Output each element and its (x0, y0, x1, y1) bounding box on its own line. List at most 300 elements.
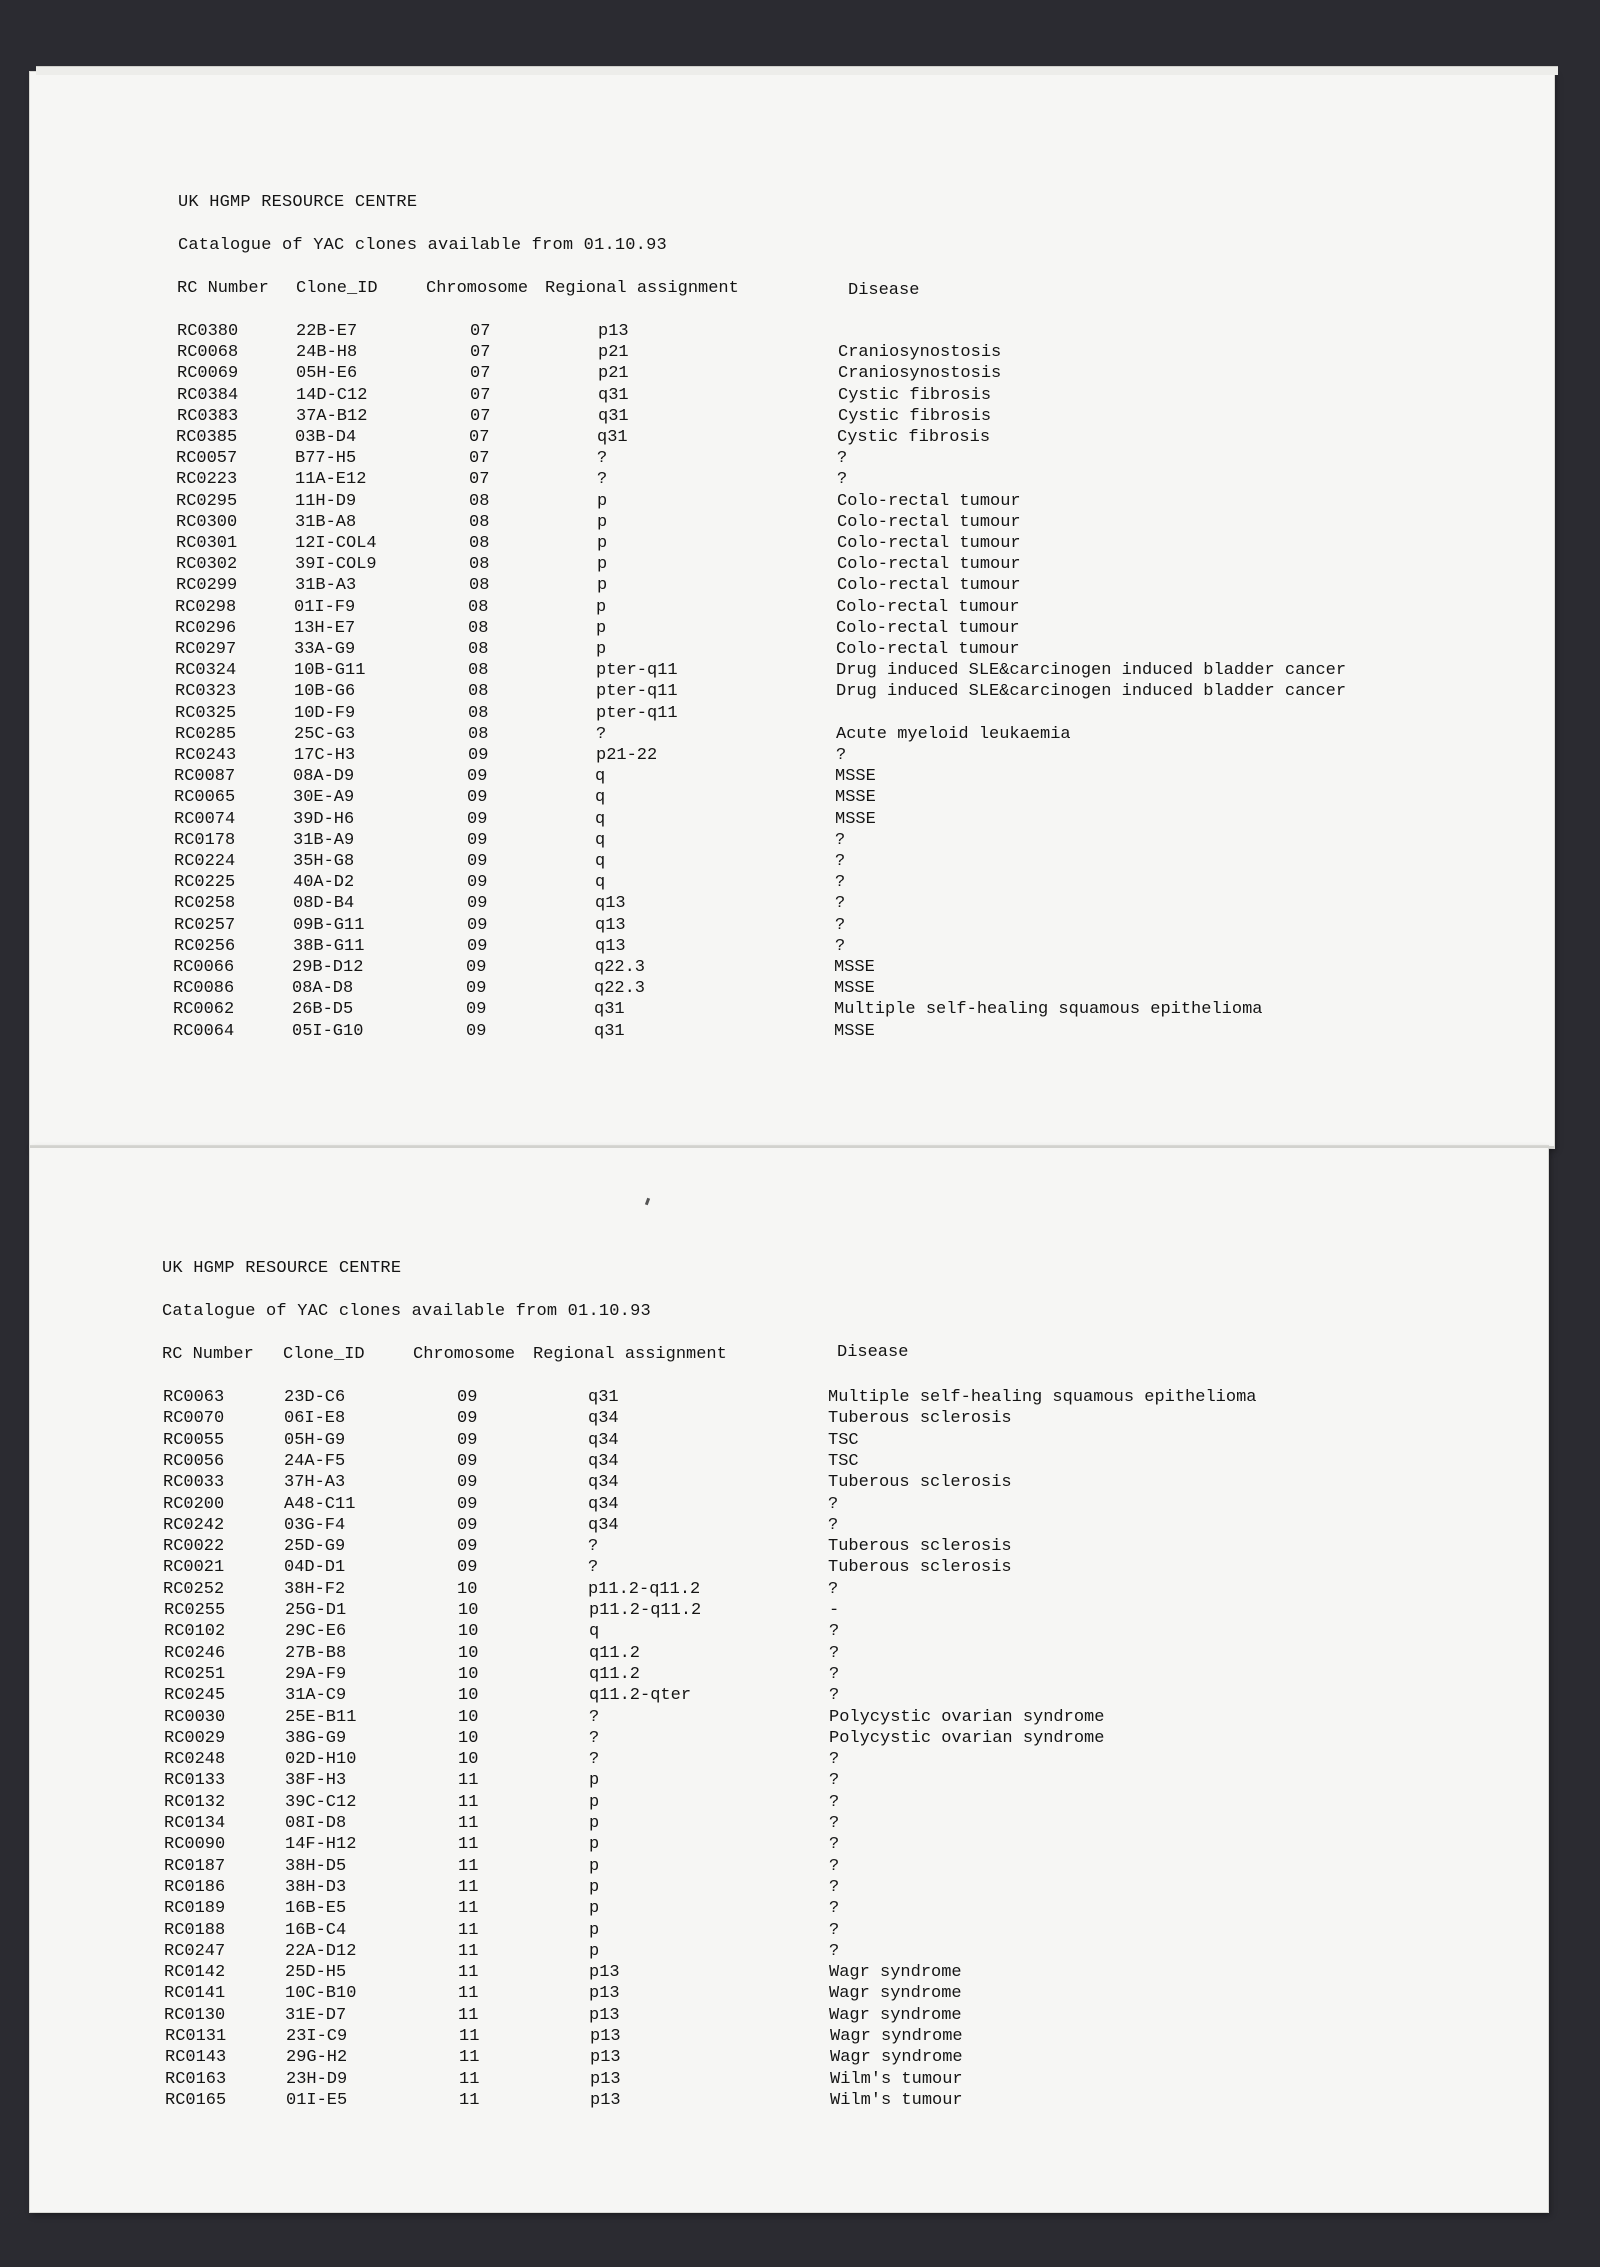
cell-chromosome: 08 (468, 661, 489, 681)
cell-clone-id: 22A-D12 (285, 1941, 357, 1961)
cell-chromosome: 08 (468, 682, 489, 702)
cell-disease: ? (835, 915, 846, 935)
cell-disease: ? (829, 1920, 840, 1940)
cell-regional-assignment: q13 (595, 915, 626, 935)
cell-disease: TSC (828, 1451, 859, 1471)
cell-rc-number: RC0248 (164, 1750, 226, 1770)
cell-clone-id: 09B-G11 (293, 915, 365, 935)
cell-clone-id: 31B-A3 (295, 576, 357, 596)
cell-disease: Wagr syndrome (829, 2005, 962, 2025)
cell-chromosome: 11 (458, 1963, 479, 1983)
table-row (0, 1452, 1400, 1473)
cell-clone-id: 31B-A8 (295, 512, 357, 532)
page2-catalogue-title: Catalogue of YAC clones available from 01.10.93 (162, 1302, 651, 1321)
cell-regional-assignment: ? (589, 1750, 600, 1770)
cell-chromosome: 09 (457, 1515, 478, 1535)
cell-regional-assignment: p (589, 1899, 600, 1919)
cell-clone-id: 30E-A9 (293, 788, 355, 808)
cell-regional-assignment: p13 (590, 2069, 621, 2089)
cell-clone-id: 37A-B12 (296, 406, 368, 426)
table-row (1, 1601, 1401, 1622)
cell-rc-number: RC0086 (173, 979, 235, 999)
cell-regional-assignment: ? (596, 724, 607, 744)
cell-disease: ? (829, 1856, 840, 1876)
cell-disease: Colo-rectal tumour (836, 640, 1020, 659)
cell-rc-number: RC0225 (174, 873, 236, 893)
cell-rc-number: RC0301 (176, 534, 238, 553)
cell-disease: MSSE (835, 788, 876, 808)
cell-chromosome: 08 (468, 618, 489, 638)
cell-clone-id: 01I-E5 (286, 2090, 348, 2110)
cell-disease: Multiple self-healing squamous epithelioma (828, 1388, 1257, 1407)
table-row (0, 555, 1399, 576)
cell-rc-number: RC0298 (175, 597, 237, 617)
cell-rc-number: RC0163 (165, 2069, 227, 2089)
cell-disease: Colo-rectal tumour (837, 491, 1021, 511)
cell-regional-assignment: p (597, 555, 608, 575)
cell-regional-assignment: p (596, 640, 607, 659)
table-row (0, 767, 1397, 788)
cell-chromosome: 11 (458, 1856, 479, 1876)
cell-chromosome: 09 (457, 1430, 478, 1450)
cell-regional-assignment: q31 (594, 1000, 625, 1020)
cell-clone-id: 10B-G6 (294, 682, 356, 702)
cell-disease: Craniosynostosis (838, 364, 1002, 384)
cell-chromosome: 11 (458, 2005, 479, 2025)
cell-regional-assignment: p (596, 618, 607, 638)
table-row (1, 1793, 1401, 1814)
cell-clone-id: 05H-E6 (296, 364, 358, 384)
cell-chromosome: 07 (470, 343, 491, 363)
cell-chromosome: 09 (467, 915, 488, 935)
cell-disease: ? (835, 936, 846, 956)
cell-disease: Colo-rectal tumour (837, 534, 1021, 553)
cell-rc-number: RC0030 (164, 1707, 226, 1727)
cell-chromosome: 11 (459, 2027, 480, 2046)
cell-rc-number: RC0256 (174, 936, 236, 956)
cell-regional-assignment: q31 (588, 1388, 619, 1407)
page2-header: UK HGMP RESOURCE CENTRE (162, 1259, 402, 1278)
table-row (0, 598, 1398, 619)
cell-clone-id: 29C-E6 (285, 1622, 347, 1642)
table-row (0, 661, 1398, 682)
page1-catalogue-title: Catalogue of YAC clones available from 01.10.93 (178, 236, 667, 255)
table-row (2, 2027, 1402, 2048)
table-row (0, 576, 1399, 597)
cell-clone-id: 05H-G9 (284, 1430, 346, 1450)
cell-disease: ? (829, 1814, 840, 1833)
table-row (0, 725, 1398, 746)
cell-chromosome: 09 (467, 830, 488, 850)
cell-regional-assignment: q (595, 830, 606, 850)
cell-rc-number: RC0021 (163, 1558, 225, 1578)
table-row (0, 788, 1397, 809)
cell-rc-number: RC0385 (176, 428, 238, 447)
cell-chromosome: 10 (458, 1643, 479, 1663)
cell-regional-assignment: q34 (588, 1409, 619, 1429)
table-row (1, 1665, 1401, 1686)
cell-regional-assignment: q11.2-qter (589, 1686, 692, 1706)
cell-regional-assignment: p (596, 597, 607, 617)
cell-clone-id: 08A-D8 (292, 979, 354, 999)
cell-clone-id: 38H-D3 (285, 1877, 347, 1897)
cell-clone-id: 10C-B10 (285, 1984, 357, 2004)
cell-rc-number: RC0246 (164, 1643, 226, 1663)
page2-col-disease: Disease (837, 1343, 909, 1362)
cell-clone-id: 29A-F9 (285, 1664, 347, 1684)
cell-chromosome: 09 (457, 1558, 478, 1578)
cell-rc-number: RC0130 (164, 2005, 226, 2025)
cell-clone-id: 22B-E7 (296, 322, 358, 341)
page1-header: UK HGMP RESOURCE CENTRE (178, 193, 418, 212)
table-row (0, 1431, 1400, 1452)
cell-clone-id: 10B-G11 (294, 661, 366, 681)
cell-chromosome: 08 (468, 597, 489, 617)
cell-rc-number: RC0187 (164, 1856, 226, 1876)
table-row (0, 831, 1397, 852)
table-row (0, 1580, 1400, 1601)
cell-clone-id: A48-C11 (284, 1494, 356, 1514)
cell-disease: Polycystic ovarian syndrome (829, 1707, 1105, 1727)
cell-rc-number: RC0189 (164, 1899, 226, 1919)
table-row (2, 2091, 1402, 2112)
cell-regional-assignment: p13 (589, 2005, 620, 2025)
cell-clone-id: 23H-D9 (286, 2069, 348, 2089)
cell-disease: ? (828, 1494, 839, 1514)
cell-chromosome: 07 (469, 428, 490, 447)
cell-regional-assignment: p (589, 1941, 600, 1961)
cell-clone-id: 37H-A3 (284, 1473, 346, 1493)
cell-rc-number: RC0302 (176, 555, 238, 575)
cell-clone-id: 01I-F9 (294, 597, 356, 617)
cell-clone-id: 38H-F2 (284, 1579, 346, 1599)
cell-regional-assignment: q (595, 809, 606, 829)
table-row (0, 407, 1400, 428)
cell-chromosome: 10 (458, 1664, 479, 1684)
cell-chromosome: 09 (457, 1473, 478, 1493)
table-row (0, 1473, 1400, 1494)
cell-disease: Wilm's tumour (830, 2090, 963, 2110)
table-row (1, 1942, 1401, 1963)
cell-chromosome: 08 (468, 703, 489, 723)
table-row (0, 1558, 1400, 1579)
cell-rc-number: RC0070 (163, 1409, 225, 1429)
cell-rc-number: RC0142 (164, 1963, 226, 1983)
cell-clone-id: 26B-D5 (292, 1000, 354, 1020)
cell-rc-number: RC0057 (176, 449, 238, 469)
cell-disease: Wagr syndrome (829, 1963, 962, 1983)
cell-clone-id: 14F-H12 (285, 1835, 357, 1855)
table-row (0, 810, 1397, 831)
cell-disease: ? (829, 1643, 840, 1663)
cell-rc-number: RC0143 (165, 2048, 227, 2068)
cell-disease: Tuberous sclerosis (828, 1558, 1012, 1578)
cell-disease: Tuberous sclerosis (828, 1537, 1012, 1557)
table-row (2, 2048, 1402, 2069)
cell-disease: ? (829, 1835, 840, 1855)
cell-clone-id: 06I-E8 (284, 1409, 346, 1429)
cell-clone-id: 12I-COL4 (295, 534, 377, 553)
table-row (1, 2006, 1401, 2027)
cell-chromosome: 11 (458, 1835, 479, 1855)
cell-chromosome: 08 (469, 576, 490, 596)
cell-disease: Wagr syndrome (829, 1984, 962, 2004)
cell-chromosome: 09 (466, 1000, 487, 1020)
table-row (0, 449, 1399, 470)
table-row (0, 1495, 1400, 1516)
cell-rc-number: RC0068 (177, 343, 239, 363)
cell-rc-number: RC0383 (177, 406, 239, 426)
cell-clone-id: 08I-D8 (285, 1814, 347, 1833)
cell-disease: ? (835, 894, 846, 914)
page2-col-clone-id: Clone_ID (283, 1345, 365, 1364)
cell-clone-id: 38F-H3 (285, 1771, 347, 1791)
cell-disease: ? (828, 1579, 839, 1599)
table-row (0, 322, 1400, 343)
cell-regional-assignment: q31 (594, 1021, 625, 1041)
cell-regional-assignment: p (597, 512, 608, 532)
cell-regional-assignment: p21 (598, 343, 629, 363)
cell-regional-assignment: p (589, 1792, 600, 1812)
cell-chromosome: 08 (469, 512, 490, 532)
cell-regional-assignment: pter-q11 (596, 703, 678, 723)
cell-regional-assignment: q34 (588, 1451, 619, 1471)
cell-clone-id: 14D-C12 (296, 385, 368, 405)
page-fold (30, 1146, 1554, 1148)
cell-rc-number: RC0224 (174, 852, 236, 871)
cell-rc-number: RC0131 (165, 2027, 227, 2046)
cell-rc-number: RC0132 (164, 1792, 226, 1812)
table-row (0, 1022, 1396, 1043)
cell-rc-number: RC0243 (175, 746, 237, 765)
cell-disease: ? (829, 1686, 840, 1706)
cell-disease: MSSE (834, 979, 875, 999)
cell-clone-id: 05I-G10 (292, 1021, 364, 1041)
cell-clone-id: 39D-H6 (293, 809, 355, 829)
cell-rc-number: RC0029 (164, 1728, 226, 1748)
cell-chromosome: 08 (468, 724, 489, 744)
cell-clone-id: 11A-E12 (295, 470, 367, 490)
cell-disease: Colo-rectal tumour (836, 597, 1020, 617)
cell-chromosome: 09 (467, 767, 488, 787)
cell-rc-number: RC0242 (163, 1515, 225, 1535)
cell-clone-id: 38B-G11 (293, 936, 365, 956)
cell-disease: Cystic fibrosis (837, 428, 991, 447)
cell-regional-assignment: q22.3 (594, 979, 646, 999)
cell-disease: ? (829, 1622, 840, 1642)
cell-rc-number: RC0257 (174, 915, 236, 935)
cell-disease: Colo-rectal tumour (837, 555, 1021, 575)
cell-disease: ? (835, 852, 846, 871)
cell-regional-assignment: q34 (588, 1494, 619, 1514)
cell-disease: Wagr syndrome (830, 2027, 963, 2046)
page2-col-regional-assignment: Regional assignment (533, 1345, 727, 1364)
cell-regional-assignment: q34 (588, 1473, 619, 1493)
table-row (0, 492, 1399, 513)
cell-regional-assignment: q31 (597, 428, 628, 447)
cell-clone-id: 04D-D1 (284, 1558, 346, 1578)
cell-disease: ? (837, 470, 848, 490)
cell-chromosome: 07 (470, 406, 491, 426)
cell-chromosome: 09 (457, 1409, 478, 1429)
cell-rc-number: RC0064 (173, 1021, 235, 1041)
cell-clone-id: 13H-E7 (294, 618, 356, 638)
cell-rc-number: RC0245 (164, 1686, 226, 1706)
cell-chromosome: 08 (469, 534, 490, 553)
cell-clone-id: 31E-D7 (285, 2005, 347, 2025)
cell-regional-assignment: ? (597, 470, 608, 490)
cell-rc-number: RC0134 (164, 1814, 226, 1833)
table-row (0, 958, 1396, 979)
cell-clone-id: 31A-C9 (285, 1686, 347, 1706)
cell-regional-assignment: p21 (598, 364, 629, 384)
cell-disease: ? (829, 1792, 840, 1812)
table-row (0, 1537, 1400, 1558)
cell-chromosome: 11 (458, 1941, 479, 1961)
table-row (1, 1708, 1401, 1729)
cell-chromosome: 11 (458, 1877, 479, 1897)
cell-chromosome: 09 (467, 809, 488, 829)
cell-clone-id: B77-H5 (295, 449, 357, 469)
cell-disease: MSSE (835, 809, 876, 829)
cell-chromosome: 08 (469, 555, 490, 575)
cell-clone-id: 23I-C9 (286, 2027, 348, 2046)
table-row (1, 1686, 1401, 1707)
page1-col-rc-number: RC Number (177, 279, 269, 298)
cell-rc-number: RC0223 (176, 470, 238, 490)
cell-rc-number: RC0324 (175, 661, 237, 681)
cell-rc-number: RC0255 (164, 1601, 226, 1620)
page1-col-clone-id: Clone_ID (296, 279, 378, 298)
cell-clone-id: 16B-C4 (285, 1920, 347, 1940)
table-row (0, 916, 1397, 937)
cell-disease: ? (829, 1771, 840, 1791)
cell-chromosome: 09 (457, 1494, 478, 1514)
table-row (1, 1750, 1401, 1771)
cell-disease: ? (829, 1899, 840, 1919)
table-row (0, 937, 1397, 958)
cell-rc-number: RC0323 (175, 682, 237, 702)
cell-disease: Wilm's tumour (830, 2069, 963, 2089)
cell-rc-number: RC0295 (176, 491, 238, 511)
cell-disease: MSSE (834, 958, 875, 977)
cell-regional-assignment: q (595, 767, 606, 787)
cell-chromosome: 10 (458, 1686, 479, 1706)
cell-regional-assignment: q (595, 788, 606, 808)
cell-regional-assignment: q31 (598, 406, 629, 426)
table-row (0, 534, 1399, 555)
cell-disease: ? (828, 1515, 839, 1535)
cell-disease: MSSE (834, 1021, 875, 1041)
cell-regional-assignment: p (589, 1771, 600, 1791)
cell-chromosome: 09 (466, 1021, 487, 1041)
cell-clone-id: 03B-D4 (295, 428, 357, 447)
cell-regional-assignment: q (589, 1622, 600, 1642)
cell-regional-assignment: p (589, 1920, 600, 1940)
cell-rc-number: RC0200 (163, 1494, 225, 1514)
cell-regional-assignment: ? (589, 1728, 600, 1748)
cell-clone-id: 11H-D9 (295, 491, 357, 511)
cell-chromosome: 10 (458, 1601, 479, 1620)
table-row (0, 470, 1399, 491)
cell-clone-id: 02D-H10 (285, 1750, 357, 1770)
cell-clone-id: 25C-G3 (294, 724, 356, 744)
cell-chromosome: 10 (458, 1707, 479, 1727)
table-row (0, 979, 1396, 1000)
cell-rc-number: RC0296 (175, 618, 237, 638)
cell-clone-id: 27B-B8 (285, 1643, 347, 1663)
cell-disease: Colo-rectal tumour (836, 618, 1020, 638)
cell-regional-assignment: p (589, 1814, 600, 1833)
cell-chromosome: 09 (466, 979, 487, 999)
cell-regional-assignment: p13 (598, 322, 629, 341)
cell-chromosome: 08 (469, 491, 490, 511)
cell-rc-number: RC0165 (165, 2090, 227, 2110)
cell-disease: Multiple self-healing squamous epithelioma (834, 1000, 1263, 1020)
page2-col-rc-number: RC Number (162, 1345, 254, 1364)
cell-regional-assignment: p11.2-q11.2 (589, 1601, 702, 1620)
cell-regional-assignment: q (595, 873, 606, 893)
cell-chromosome: 10 (458, 1622, 479, 1642)
cell-rc-number: RC0285 (175, 724, 237, 744)
cell-regional-assignment: p11.2-q11.2 (588, 1579, 701, 1599)
table-row (1, 1644, 1401, 1665)
cell-rc-number: RC0300 (176, 512, 238, 532)
cell-disease: Cystic fibrosis (838, 406, 992, 426)
cell-chromosome: 10 (457, 1579, 478, 1599)
cell-disease: Cystic fibrosis (838, 385, 992, 405)
cell-rc-number: RC0069 (177, 364, 239, 384)
cell-rc-number: RC0188 (164, 1920, 226, 1940)
table-row (1, 1814, 1401, 1835)
cell-disease: Drug induced SLE&carcinogen induced bladder cancer (836, 661, 1347, 681)
cell-disease: Polycystic ovarian syndrome (829, 1728, 1105, 1748)
cell-disease: ? (835, 873, 846, 893)
cell-chromosome: 10 (458, 1750, 479, 1770)
cell-chromosome: 07 (470, 385, 491, 405)
cell-clone-id: 24A-F5 (284, 1451, 346, 1471)
cell-rc-number: RC0065 (174, 788, 236, 808)
page2-col-chromosome: Chromosome (413, 1345, 516, 1364)
cell-chromosome: 11 (459, 2090, 480, 2110)
table-row (0, 513, 1399, 534)
cell-regional-assignment: q34 (588, 1430, 619, 1450)
cell-clone-id: 03G-F4 (284, 1515, 346, 1535)
cell-rc-number: RC0384 (177, 385, 239, 405)
cell-clone-id: 25G-D1 (285, 1601, 347, 1620)
cell-chromosome: 10 (458, 1728, 479, 1748)
cell-disease: Colo-rectal tumour (837, 576, 1021, 596)
table-row (0, 640, 1398, 661)
table-row (0, 1000, 1396, 1021)
cell-disease: ? (836, 746, 847, 765)
cell-clone-id: 25D-H5 (285, 1963, 347, 1983)
cell-chromosome: 09 (467, 852, 488, 871)
cell-chromosome: 09 (457, 1537, 478, 1557)
cell-clone-id: 16B-E5 (285, 1899, 347, 1919)
cell-regional-assignment: q11.2 (589, 1643, 641, 1663)
cell-chromosome: 07 (470, 322, 491, 341)
cell-rc-number: RC0062 (173, 1000, 235, 1020)
cell-rc-number: RC0066 (173, 958, 235, 977)
cell-chromosome: 07 (470, 364, 491, 384)
cell-chromosome: 09 (467, 788, 488, 808)
cell-chromosome: 08 (468, 640, 489, 659)
cell-rc-number: RC0247 (164, 1941, 226, 1961)
cell-regional-assignment: p13 (589, 1984, 620, 2004)
table-row (0, 1516, 1400, 1537)
cell-rc-number: RC0087 (174, 767, 236, 787)
